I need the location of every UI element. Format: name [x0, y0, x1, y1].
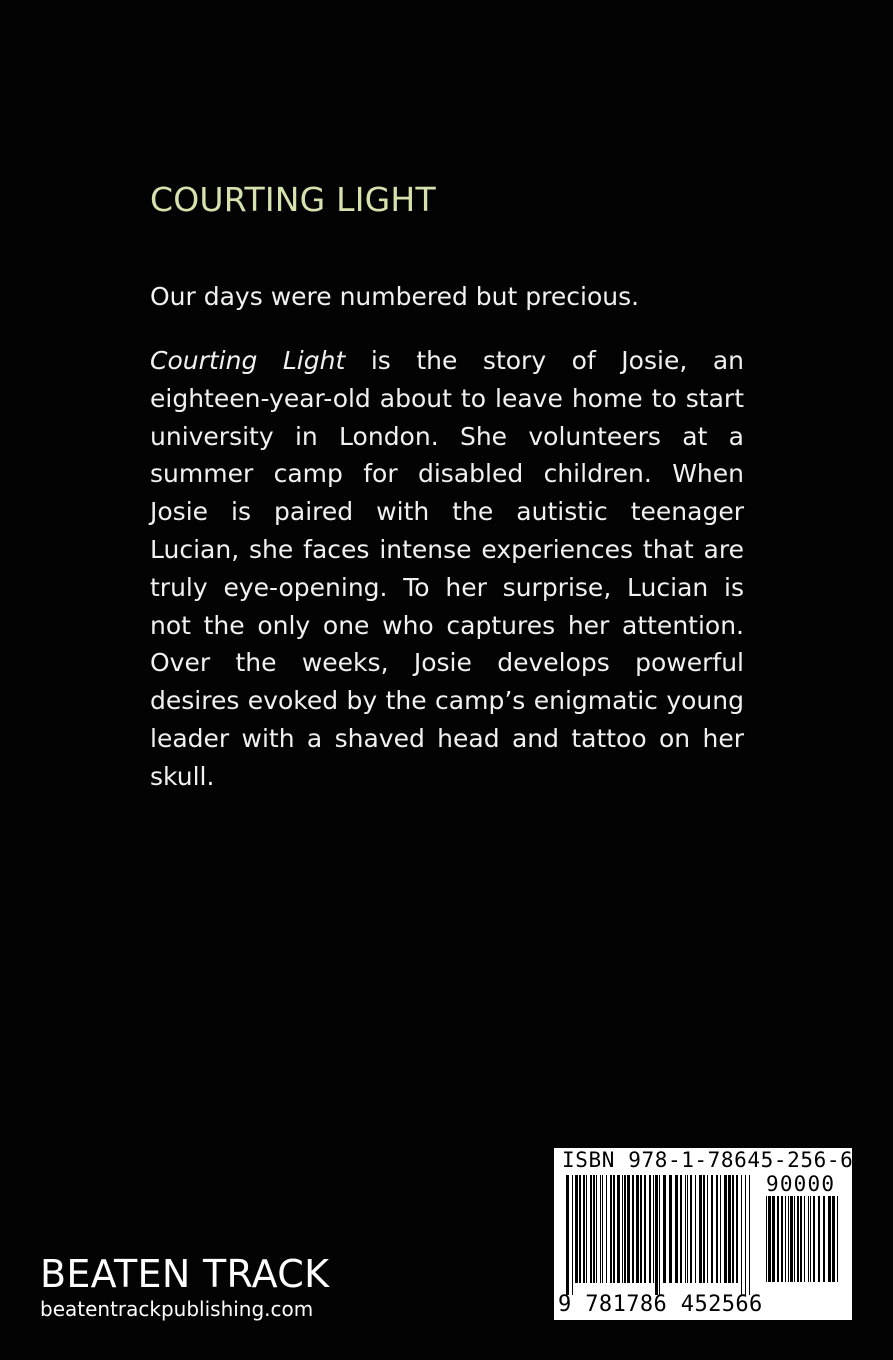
isbn-number: ISBN 978-1-78645-256-6: [562, 1148, 854, 1172]
price-code: 90000: [766, 1172, 836, 1196]
blurb-book-title: Courting Light: [150, 346, 346, 375]
addon-barcode-bars: [760, 1196, 846, 1294]
tagline: Our days were numbered but precious.: [150, 282, 640, 311]
blurb-text: is the story of Josie, an eighteen-year-old about to leave home to start university in London. She volunteers at a summer camp for disabled children. When Josie is paired with the autistic teenager Lucian, she faces intense experiences that are truly eye-opening. To her surprise, Lucian is not the only one who captures her attention. Over the weeks, Josie develops powerful desires evoked by the camp’s enigmatic young leader with a shaved head and tattoo on her skull.: [150, 346, 744, 791]
ean-digits: 9 781786 452566: [558, 1292, 763, 1317]
book-title: COURTING LIGHT: [150, 180, 436, 219]
publisher-name: BEATEN TRACK: [40, 1252, 330, 1296]
ean-barcode-bars: [560, 1175, 756, 1295]
blurb: [150, 342, 744, 796]
publisher-website: beatentrackpublishing.com: [40, 1297, 314, 1321]
isbn-barcode: [554, 1148, 852, 1320]
